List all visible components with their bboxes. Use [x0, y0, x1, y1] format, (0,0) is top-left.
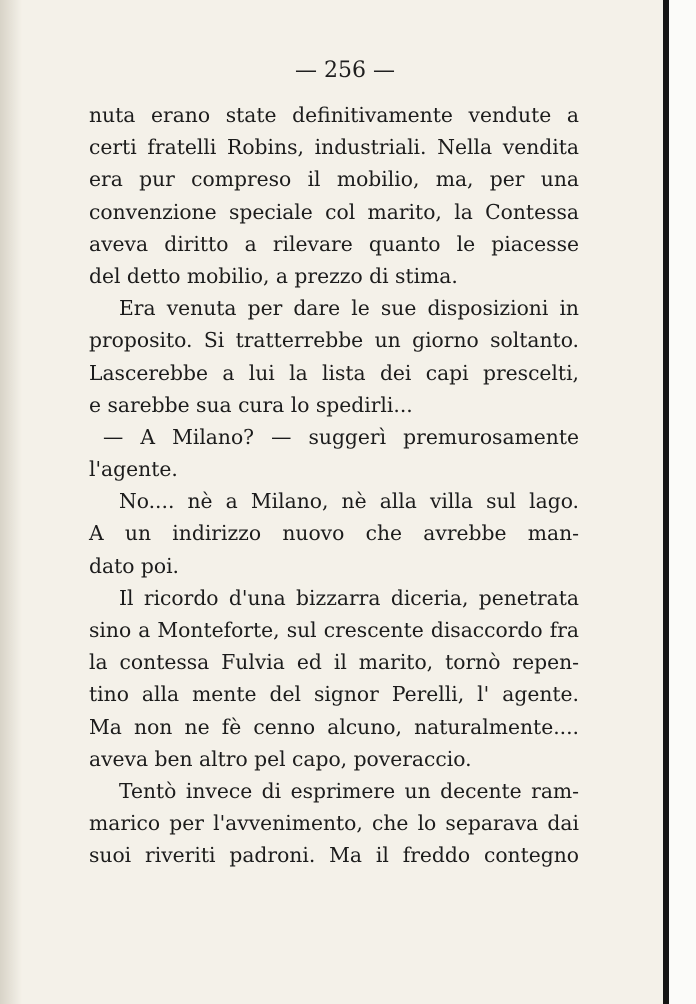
- text-line: Tentò invece di esprimere un decente ram-: [119, 778, 579, 803]
- page-number: — 256 —: [295, 58, 395, 83]
- text-line: l'agente.: [89, 457, 178, 482]
- text-line: dato poi.: [89, 553, 180, 578]
- page-edge-shadow: [0, 0, 22, 1004]
- text-line: aveva ben altro pel capo, poveraccio.: [89, 746, 472, 771]
- text-line: aveva diritto a rilevare quanto le piacesse: [89, 231, 579, 256]
- adjacent-page-edge: [669, 0, 696, 1004]
- text-line: Lascerebbe a lui la lista dei capi prescelti,: [89, 360, 579, 385]
- text-line: convenzione speciale col marito, la Contessa: [89, 199, 579, 224]
- text-line: tino alla mente del signor Perelli, l' agente.: [89, 682, 579, 707]
- text-line: Ma non ne fè cenno alcuno, naturalmente....: [89, 714, 579, 739]
- text-line: la contessa Fulvia ed il marito, tornò repen-: [89, 650, 579, 675]
- text-line: Il ricordo d'una bizzarra diceria, penetrata: [119, 585, 579, 610]
- text-line: — A Milano? — suggerì premurosamente: [103, 424, 579, 449]
- text-line: A un indirizzo nuovo che avrebbe man-: [89, 521, 579, 546]
- text-line: era pur compreso il mobilio, ma, per una: [89, 167, 579, 192]
- text-line: suoi riveriti padroni. Ma il freddo contegno: [89, 843, 579, 868]
- text-line: nuta erano state definitivamente vendute a: [89, 103, 579, 127]
- text-line: proposito. Si tratterrebbe un giorno soltanto.: [89, 328, 579, 353]
- text-line: del detto mobilio, a prezzo di stima.: [89, 263, 458, 288]
- text-line: No.... nè a Milano, nè alla villa sul lago.: [119, 489, 579, 514]
- text-line: marico per l'avvenimento, che lo separava dai: [89, 811, 579, 836]
- text-line: certi fratelli Robins, industriali. Nella vendita: [89, 135, 579, 160]
- text-line: Era venuta per dare le sue disposizioni in: [119, 296, 579, 321]
- text-line: e sarebbe sua cura lo spedirli...: [89, 392, 413, 417]
- text-line: sino a Monteforte, sul crescente disaccordo fra: [89, 618, 579, 642]
- body-text: [89, 99, 579, 872]
